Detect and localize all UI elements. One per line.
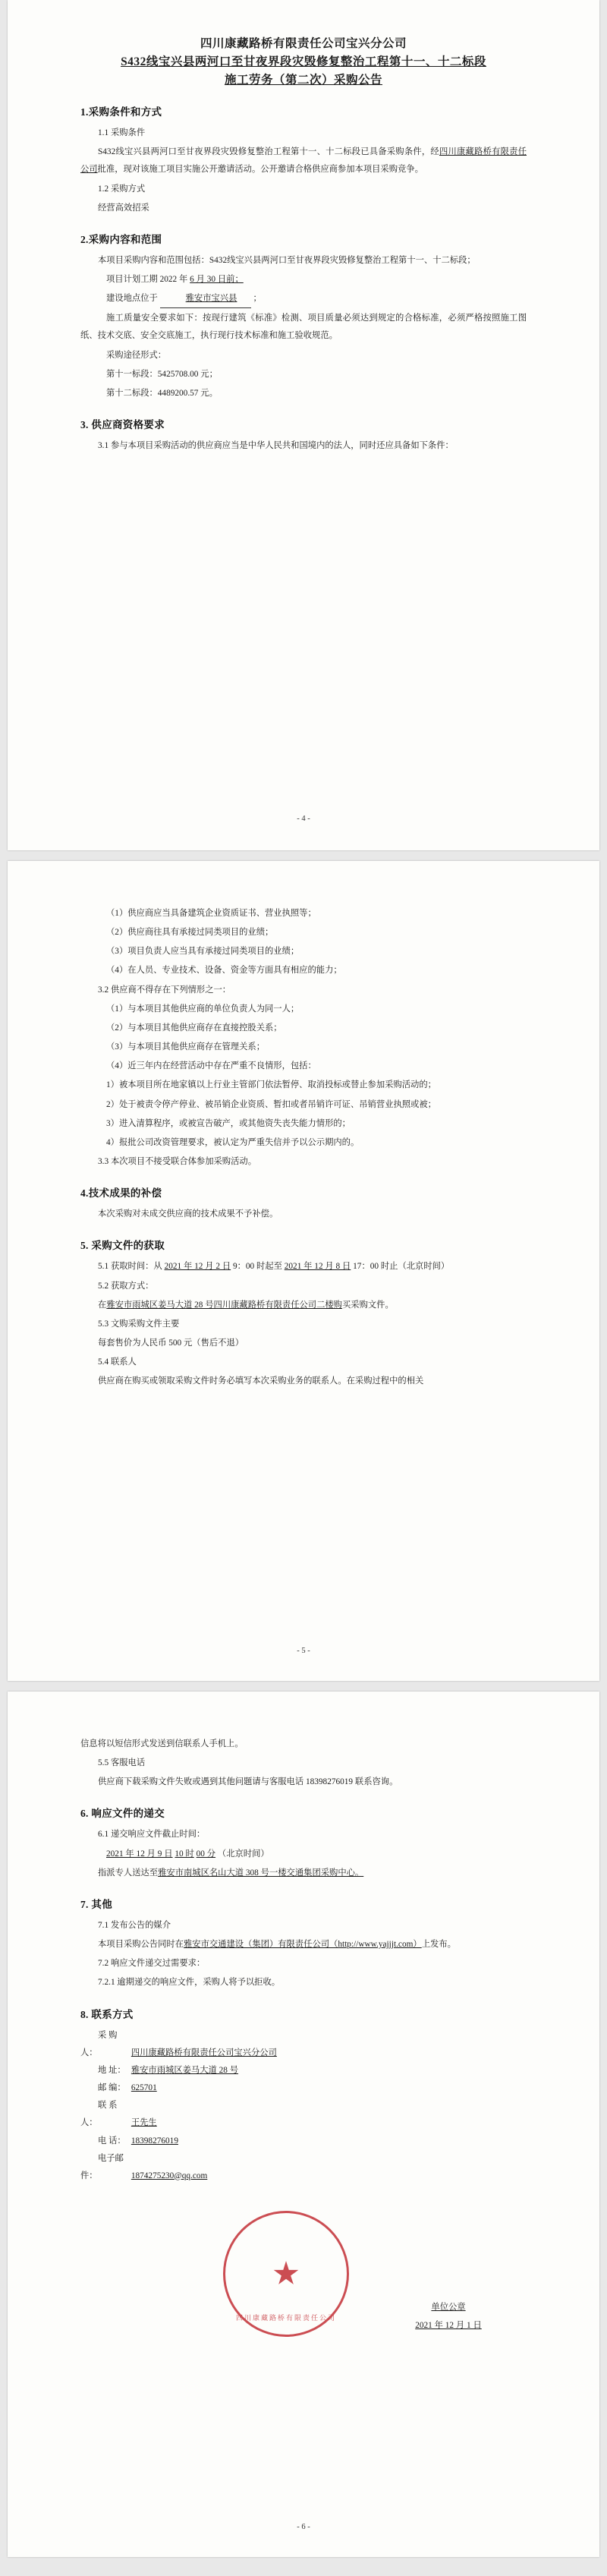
document-title	[80, 35, 527, 90]
section-1-2-heading: 1.2 采购方式	[98, 184, 146, 194]
deadline-minute: 00 分	[196, 1849, 216, 1859]
page-number-1: - 4 -	[297, 815, 310, 823]
acquire-time-suffix: 17：00 时止（北京时间）	[353, 1262, 450, 1272]
seal-date: 2021 年 12 月 1 日	[415, 2320, 482, 2330]
section-1-1-heading: 1.1 采购条件	[98, 128, 146, 138]
contact-row	[80, 2079, 527, 2097]
acquire-start-date: 2021 年 12 月 2 日	[164, 1262, 231, 1272]
contact-label: 邮 编：	[98, 2083, 126, 2093]
section-3-1: 3.1 参与本项目采购活动的供应商应当是中华人民共和国境内的法人，同时还应具备如下条件：	[98, 441, 454, 451]
section-5-2-body	[80, 1297, 527, 1314]
signature-area	[80, 2185, 527, 2413]
contact-row	[80, 2097, 527, 2132]
section-2-scope: 本项目采购内容和范围包括：S432线宝兴县两河口至甘夜界段灾毁修复整治工程第十一、十二标段；	[98, 255, 476, 265]
seal-label: 单位公章	[431, 2302, 466, 2312]
section-5-3-heading: 5.3 文购采购文件主要	[98, 1319, 180, 1329]
restriction-item: （1）与本项目其他供应商的单位负责人为同一人；	[106, 1004, 300, 1014]
contact-value: 王先生	[131, 2118, 157, 2128]
section-3-3: 3.3 本次项目不接受联合体参加采购活动。	[98, 1157, 256, 1167]
media-suffix: 上发布。	[421, 1940, 456, 1950]
title-line-1: 四川康藏路桥有限责任公司宝兴分公司	[200, 37, 407, 50]
contact-label: 联 系 人：	[80, 2101, 118, 2128]
seal-company-name: 四川康藏路桥有限责任公司	[235, 2313, 337, 2322]
req-item: （3）项目负责人应当具有承接过同类项目的业绩；	[106, 947, 300, 957]
section-3-2-heading: 3.2 供应商不得存在下列情形之一：	[98, 985, 231, 995]
title-line-2: S432线宝兴县两河口至甘夜界段灾毁修复整治工程第十一、十二标段	[121, 55, 486, 69]
section-6-heading: 6. 响应文件的递交	[80, 1808, 165, 1820]
section-6-1-value	[80, 1846, 527, 1863]
section-3-heading: 3. 供应商资格要求	[80, 419, 165, 431]
section-1-2-body: 经营高效招采	[98, 203, 149, 213]
section-5-4-heading: 5.4 联系人	[98, 1357, 137, 1367]
contact-label: 电 话：	[98, 2136, 126, 2146]
section-5-2-heading: 5.2 获取方式：	[98, 1281, 154, 1291]
submit-address: 雅安市南城区名山大道 308 号一楼交通集团采购中心。	[158, 1868, 364, 1878]
acquire-time-mid: 9：00 时起至	[232, 1262, 282, 1272]
continued-text: 信息将以短信形式发送到信联系人手机上。	[80, 1739, 244, 1748]
section-2-amount-12: 第十二标段：4489200.57 元。	[106, 388, 218, 398]
section-2-location	[80, 290, 527, 308]
restriction-subitem: 1）被本项目所在地家镇以上行业主管部门依法暂停、取消投标或替止参加采购活动的；	[106, 1080, 436, 1090]
section-6-1	[80, 1826, 527, 1843]
schedule-prefix: 项目计划工期 2022 年	[106, 274, 188, 284]
section-7-heading: 7. 其他	[80, 1898, 112, 1910]
deadline-suffix: （北京时间）	[217, 1849, 269, 1859]
section-7-1-body	[80, 1936, 527, 1953]
section-2-heading: 2.采购内容和范围	[80, 233, 162, 245]
contact-row	[80, 2150, 527, 2185]
contact-row	[80, 2133, 527, 2150]
restriction-subitem: 4）报批公司改资管理要求，被认定为严重失信并予以公示期内的。	[106, 1137, 360, 1147]
contact-row	[80, 2062, 527, 2079]
req-item: （2）供应商往具有承接过同类项目的业绩；	[106, 928, 274, 938]
contact-label: 采 购 人：	[80, 2030, 118, 2057]
restriction-item: （3）与本项目其他供应商存在管理关系；	[106, 1042, 265, 1052]
section-7-1-heading: 7.1 发布公告的媒介	[98, 1920, 171, 1930]
section-7-2-heading: 7.2 响应文件递交过需要求：	[98, 1959, 206, 1969]
req-item: （1）供应商应当具备建筑企业资质证书、营业执照等；	[106, 909, 316, 918]
section-2-schedule	[80, 271, 527, 288]
restriction-subitem: 3）进入清算程序，或被宣告破产，或其他资失丧失能力情形的；	[106, 1118, 351, 1128]
restriction-subitem: 2）处于被责令停产停业、被吊销企业资质、暂扣或者吊销许可证、吊销营业执照或被；	[106, 1099, 436, 1109]
section-5-4-body: 供应商在购买或领取采购文件时务必填写本次采购业务的联系人。在采购过程中的相关	[98, 1376, 424, 1386]
contact-row	[80, 2027, 527, 2062]
section-2-amount-11: 第十一标段：5425708.00 元；	[106, 369, 218, 379]
location-value: 雅安市宝兴县	[160, 290, 251, 308]
section-2-quality: 施工质量安全要求如下：按现行建筑《标准》检测、项目质量必须达到规定的合格标准，必须严格按照施工图纸、技术交底、安全交底施工，执行现行技术标准和施工验收规范。	[80, 314, 527, 341]
section-5-heading: 5. 采购文件的获取	[80, 1240, 165, 1252]
page-number-3: - 6 -	[297, 2523, 310, 2531]
deadline-date: 2021 年 12 月 9 日	[106, 1849, 173, 1859]
submit-prefix: 指派专人送达至	[98, 1868, 159, 1878]
section-8-heading: 8. 联系方式	[80, 2008, 134, 2020]
section-4-body: 本次采购对未成交供应商的技术成果不予补偿。	[98, 1209, 278, 1219]
section-6-2	[80, 1865, 527, 1882]
req-item: （4）在人员、专业技术、设备、资金等方面具有相应的能力；	[106, 966, 342, 976]
section-2-method: 采购途径形式：	[106, 350, 167, 360]
restriction-item: （4）近三年内在经营活动中存在严重不良情形，包括：	[106, 1061, 316, 1071]
location-prefix: 建设地点位于	[106, 294, 158, 304]
section-1-heading: 1.采购条件和方式	[80, 106, 162, 118]
acquire-place-prefix: 在	[98, 1300, 107, 1310]
deadline-hour: 10 时	[175, 1849, 194, 1859]
contact-value: 四川康藏路桥有限责任公司宝兴分公司	[131, 2048, 277, 2057]
acquire-place-address: 雅安市雨城区姜马大道 28 号四川康藏路桥有限责任公司二楼购	[106, 1300, 342, 1310]
contact-label: 电子邮件：	[80, 2153, 124, 2180]
contact-label: 地 址：	[98, 2065, 126, 2075]
section-4-heading: 4.技术成果的补偿	[80, 1187, 162, 1200]
contact-value: 18398276019	[131, 2136, 178, 2146]
location-suffix: ；	[253, 294, 262, 304]
seal-signature-block	[384, 2299, 513, 2335]
company-seal-icon	[223, 2211, 349, 2337]
contact-value: 625701	[131, 2083, 157, 2093]
section-5-1	[80, 1258, 527, 1275]
section-5-5-body: 供应商下载采购文件失败或遇到其他问题请与客服电话 18398276019 联系咨询。	[98, 1777, 398, 1787]
contact-value: 1874275230@qq.com	[131, 2171, 208, 2180]
title-line-3: 施工劳务（第二次）采购公告	[224, 74, 382, 87]
contact-value: 雅安市雨城区姜马大道 28 号	[131, 2065, 239, 2075]
section-1-1-body: S432线宝兴县两河口至甘夜界段灾毁修复整治工程第十一、十二标段已具备采购条件，经四川康藏路桥有限责任公司批准，现对该施工项目实施公开邀请活动。公开邀请合格供应商参加本项目采购竞争。	[80, 147, 527, 175]
page-3	[8, 1692, 599, 2557]
acquire-time-prefix: 5.1 获取时间：从	[98, 1262, 162, 1272]
media-link[interactable]: 雅安市交通建设（集团）有限责任公司（http://www.yajjjt.com）	[183, 1940, 422, 1950]
section-7-2-1: 7.2.1 逾期递交的响应文件，采购人将予以拒收。	[98, 1978, 281, 1988]
page-2	[8, 861, 599, 1681]
section-5-3-body: 每套售价为人民币 500 元（售后不退）	[98, 1338, 244, 1348]
media-prefix: 本项目采购公告同时在	[98, 1940, 184, 1950]
restriction-item: （2）与本项目其他供应商存在直接控股关系；	[106, 1023, 282, 1033]
acquire-place-suffix: 买采购文件。	[341, 1300, 394, 1310]
page-1	[8, 0, 599, 850]
deadline-prefix: 6.1 递交响应文件截止时间：	[98, 1830, 206, 1840]
section-5-5-heading: 5.5 客服电话	[98, 1758, 146, 1768]
acquire-end-date: 2021 年 12 月 8 日	[284, 1262, 351, 1272]
page-number-2: - 5 -	[297, 1647, 310, 1655]
schedule-date: 6 月 30 日前；	[190, 274, 244, 284]
